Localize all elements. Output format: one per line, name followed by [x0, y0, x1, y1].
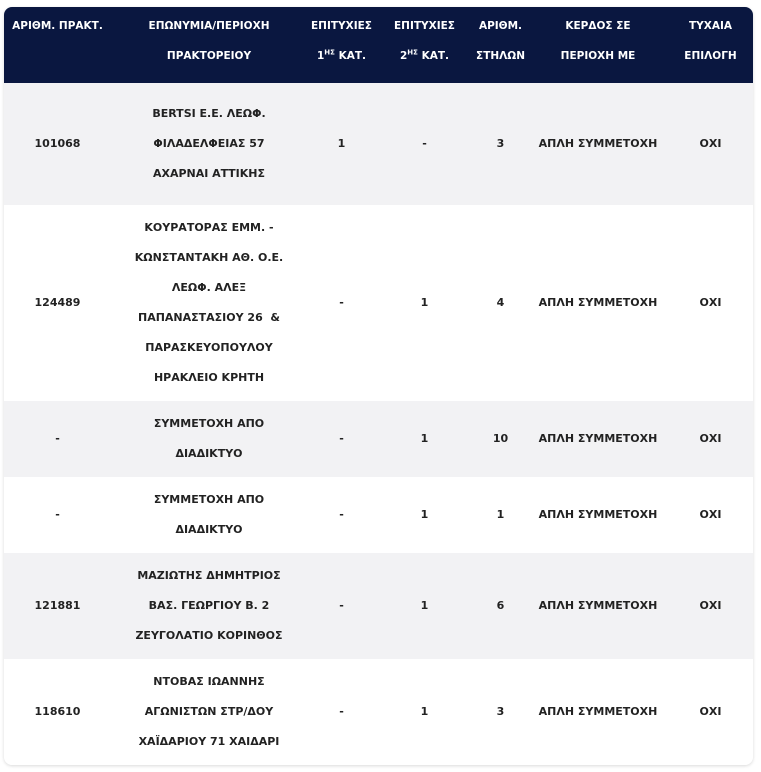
cell-wins-1st: - [339, 296, 344, 309]
cell-name-area-line: ΦΙΛΑΔΕΛΦΕΙΑΣ 57 [153, 137, 265, 150]
cell-name-area-line: ΜΑΖΙΩΤΗΣ ΔΗΜΗΤΡΙΟΣ [137, 569, 281, 582]
header-wins-1st-rest: ΚΑΤ. [334, 50, 367, 62]
header-wins-2nd-rest: ΚΑΤ. [417, 50, 450, 62]
header-shop-no-line: ΑΡΙΘΜ. ΠΡΑΚΤ. [12, 20, 103, 32]
cell-shop-no: - [55, 508, 60, 521]
cell-name-area-line: ΑΓΩΝΙΣΤΩΝ ΣΤΡ/ΔΟΥ [144, 705, 274, 718]
cell-name-area [111, 401, 307, 477]
cell-name-area-line: ΠΑΡΑΣΚΕΥΟΠΟΥΛΟΥ [145, 341, 273, 354]
cell-name-area-line: ΠΑΠΑΝΑΣΤΑΣΙΟΥ 26 & [137, 311, 280, 324]
header-wins-1st [307, 7, 376, 83]
cell-name-area [111, 553, 307, 659]
cell-name-area [111, 83, 307, 205]
cell-columns: 10 [492, 432, 509, 445]
cell-shop-no: 121881 [34, 599, 81, 612]
cell-name-area-line: ΑΧΑΡΝΑΙ ΑΤΤΙΚΗΣ [152, 167, 266, 180]
cell-columns: 1 [496, 508, 505, 521]
header-wins-2nd-line-2 [378, 41, 471, 71]
winners-table-card [4, 7, 753, 765]
winners-table [4, 7, 753, 765]
cell-shop-no: - [55, 432, 60, 445]
cell-shop-no: 118610 [34, 705, 81, 718]
table-header [4, 7, 753, 83]
cell-name-area [111, 659, 307, 765]
cell-wins-2nd: 1 [420, 296, 429, 309]
header-shop-no [4, 7, 111, 83]
header-columns [473, 7, 528, 83]
cell-name-area-line: ΚΩΝΣΤΑΝΤΑΚΗ ΑΘ. Ο.Ε. [134, 251, 284, 264]
cell-wins-2nd: 1 [420, 508, 429, 521]
cell-columns: 6 [496, 599, 505, 612]
cell-profit: ΑΠΛΗ ΣΥΜΜΕΤΟΧΗ [538, 705, 658, 718]
cell-name-area-line: ΧΑΪΔΑΡΙΟΥ 71 ΧΑΙΔΑΡΙ [138, 735, 280, 748]
cell-random: ΟΧΙ [699, 137, 722, 150]
cell-columns: 3 [496, 137, 505, 150]
table-row [4, 83, 753, 205]
header-wins-2nd-line-1: ΕΠΙΤΥΧΙΕΣ [394, 20, 455, 32]
cell-name-area-line: ΣΥΜΜΕΤΟΧΗ ΑΠΟ [153, 417, 265, 430]
cell-wins-2nd: 1 [420, 705, 429, 718]
cell-shop-no: 101068 [34, 137, 81, 150]
header-wins-1st-num: 1 [316, 50, 325, 62]
cell-name-area-line: ΖΕΥΓΟΛΑΤΙΟ ΚΟΡΙΝΘΟΣ [135, 629, 283, 642]
cell-random: ΟΧΙ [699, 508, 722, 521]
header-wins-2nd-sup: ΗΣ [407, 48, 418, 57]
header-profit-line-2: ΠΕΡΙΟΧΗ ΜΕ [560, 50, 636, 62]
header-columns-line-1: ΑΡΙΘΜ. [478, 20, 523, 32]
cell-name-area-line: ΒΑΣ. ΓΕΩΡΓΙΟΥ Β. 2 [148, 599, 270, 612]
cell-wins-1st: - [339, 705, 344, 718]
cell-name-area-line: ΝΤΟΒΑΣ ΙΩΑΝΝΗΣ [153, 675, 265, 688]
header-random [668, 7, 753, 83]
cell-name-area-line: ΔΙΑΔΙΚΤΥΟ [175, 523, 243, 536]
header-name-area-line-2: ΠΡΑΚΤΟΡΕΙΟΥ [166, 50, 252, 62]
cell-name-area-line: ΛΕΩΦ. ΑΛΕΞ [171, 281, 247, 294]
cell-random: ΟΧΙ [699, 432, 722, 445]
header-wins-2nd-num: 2 [399, 50, 408, 62]
cell-wins-1st: 1 [337, 137, 346, 150]
cell-wins-2nd: 1 [420, 599, 429, 612]
cell-random: ΟΧΙ [699, 296, 722, 309]
header-wins-1st-line-1: ΕΠΙΤΥΧΙΕΣ [311, 20, 372, 32]
table-row [4, 659, 753, 765]
cell-wins-2nd: - [422, 137, 427, 150]
cell-random: ΟΧΙ [699, 705, 722, 718]
header-wins-2nd [376, 7, 473, 83]
cell-name-area-line: BERTSI Ε.Ε. ΛΕΩΦ. [152, 107, 266, 120]
cell-name-area-line: ΔΙΑΔΙΚΤΥΟ [175, 447, 243, 460]
cell-columns: 4 [496, 296, 505, 309]
cell-wins-1st: - [339, 599, 344, 612]
table-row [4, 401, 753, 477]
table-body [4, 83, 753, 765]
header-wins-1st-line-2 [309, 41, 374, 71]
cell-name-area-line: ΣΥΜΜΕΤΟΧΗ ΑΠΟ [153, 493, 265, 506]
cell-wins-1st: - [339, 432, 344, 445]
header-name-area-line-1: ΕΠΩΝΥΜΙΑ/ΠΕΡΙΟΧΗ [148, 20, 270, 32]
cell-shop-no: 124489 [34, 296, 81, 309]
header-columns-line-2: ΣΤΗΛΩΝ [476, 50, 525, 62]
cell-wins-1st: - [339, 508, 344, 521]
table-row [4, 553, 753, 659]
cell-random: ΟΧΙ [699, 599, 722, 612]
table-row [4, 477, 753, 553]
header-random-line-1: ΤΥΧΑΙΑ [688, 20, 733, 32]
cell-profit: ΑΠΛΗ ΣΥΜΜΕΤΟΧΗ [538, 432, 658, 445]
cell-name-area [111, 205, 307, 401]
table-row [4, 205, 753, 401]
header-name-area [111, 7, 307, 83]
cell-profit: ΑΠΛΗ ΣΥΜΜΕΤΟΧΗ [538, 599, 658, 612]
header-row [4, 7, 753, 83]
cell-profit: ΑΠΛΗ ΣΥΜΜΕΤΟΧΗ [538, 296, 658, 309]
cell-name-area-line: ΗΡΑΚΛΕΙΟ ΚΡΗΤΗ [153, 371, 265, 384]
cell-name-area-line: ΚΟΥΡΑΤΟΡΑΣ ΕΜΜ. - [144, 221, 274, 234]
cell-profit: ΑΠΛΗ ΣΥΜΜΕΤΟΧΗ [538, 508, 658, 521]
cell-name-area [111, 477, 307, 553]
cell-profit: ΑΠΛΗ ΣΥΜΜΕΤΟΧΗ [538, 137, 658, 150]
cell-columns: 3 [496, 705, 505, 718]
header-profit-line-1: ΚΕΡΔΟΣ ΣΕ [565, 20, 631, 32]
cell-wins-2nd: 1 [420, 432, 429, 445]
header-random-line-2: ΕΠΙΛΟΓΗ [684, 50, 737, 62]
header-profit [528, 7, 668, 83]
header-wins-1st-sup: ΗΣ [324, 48, 335, 57]
